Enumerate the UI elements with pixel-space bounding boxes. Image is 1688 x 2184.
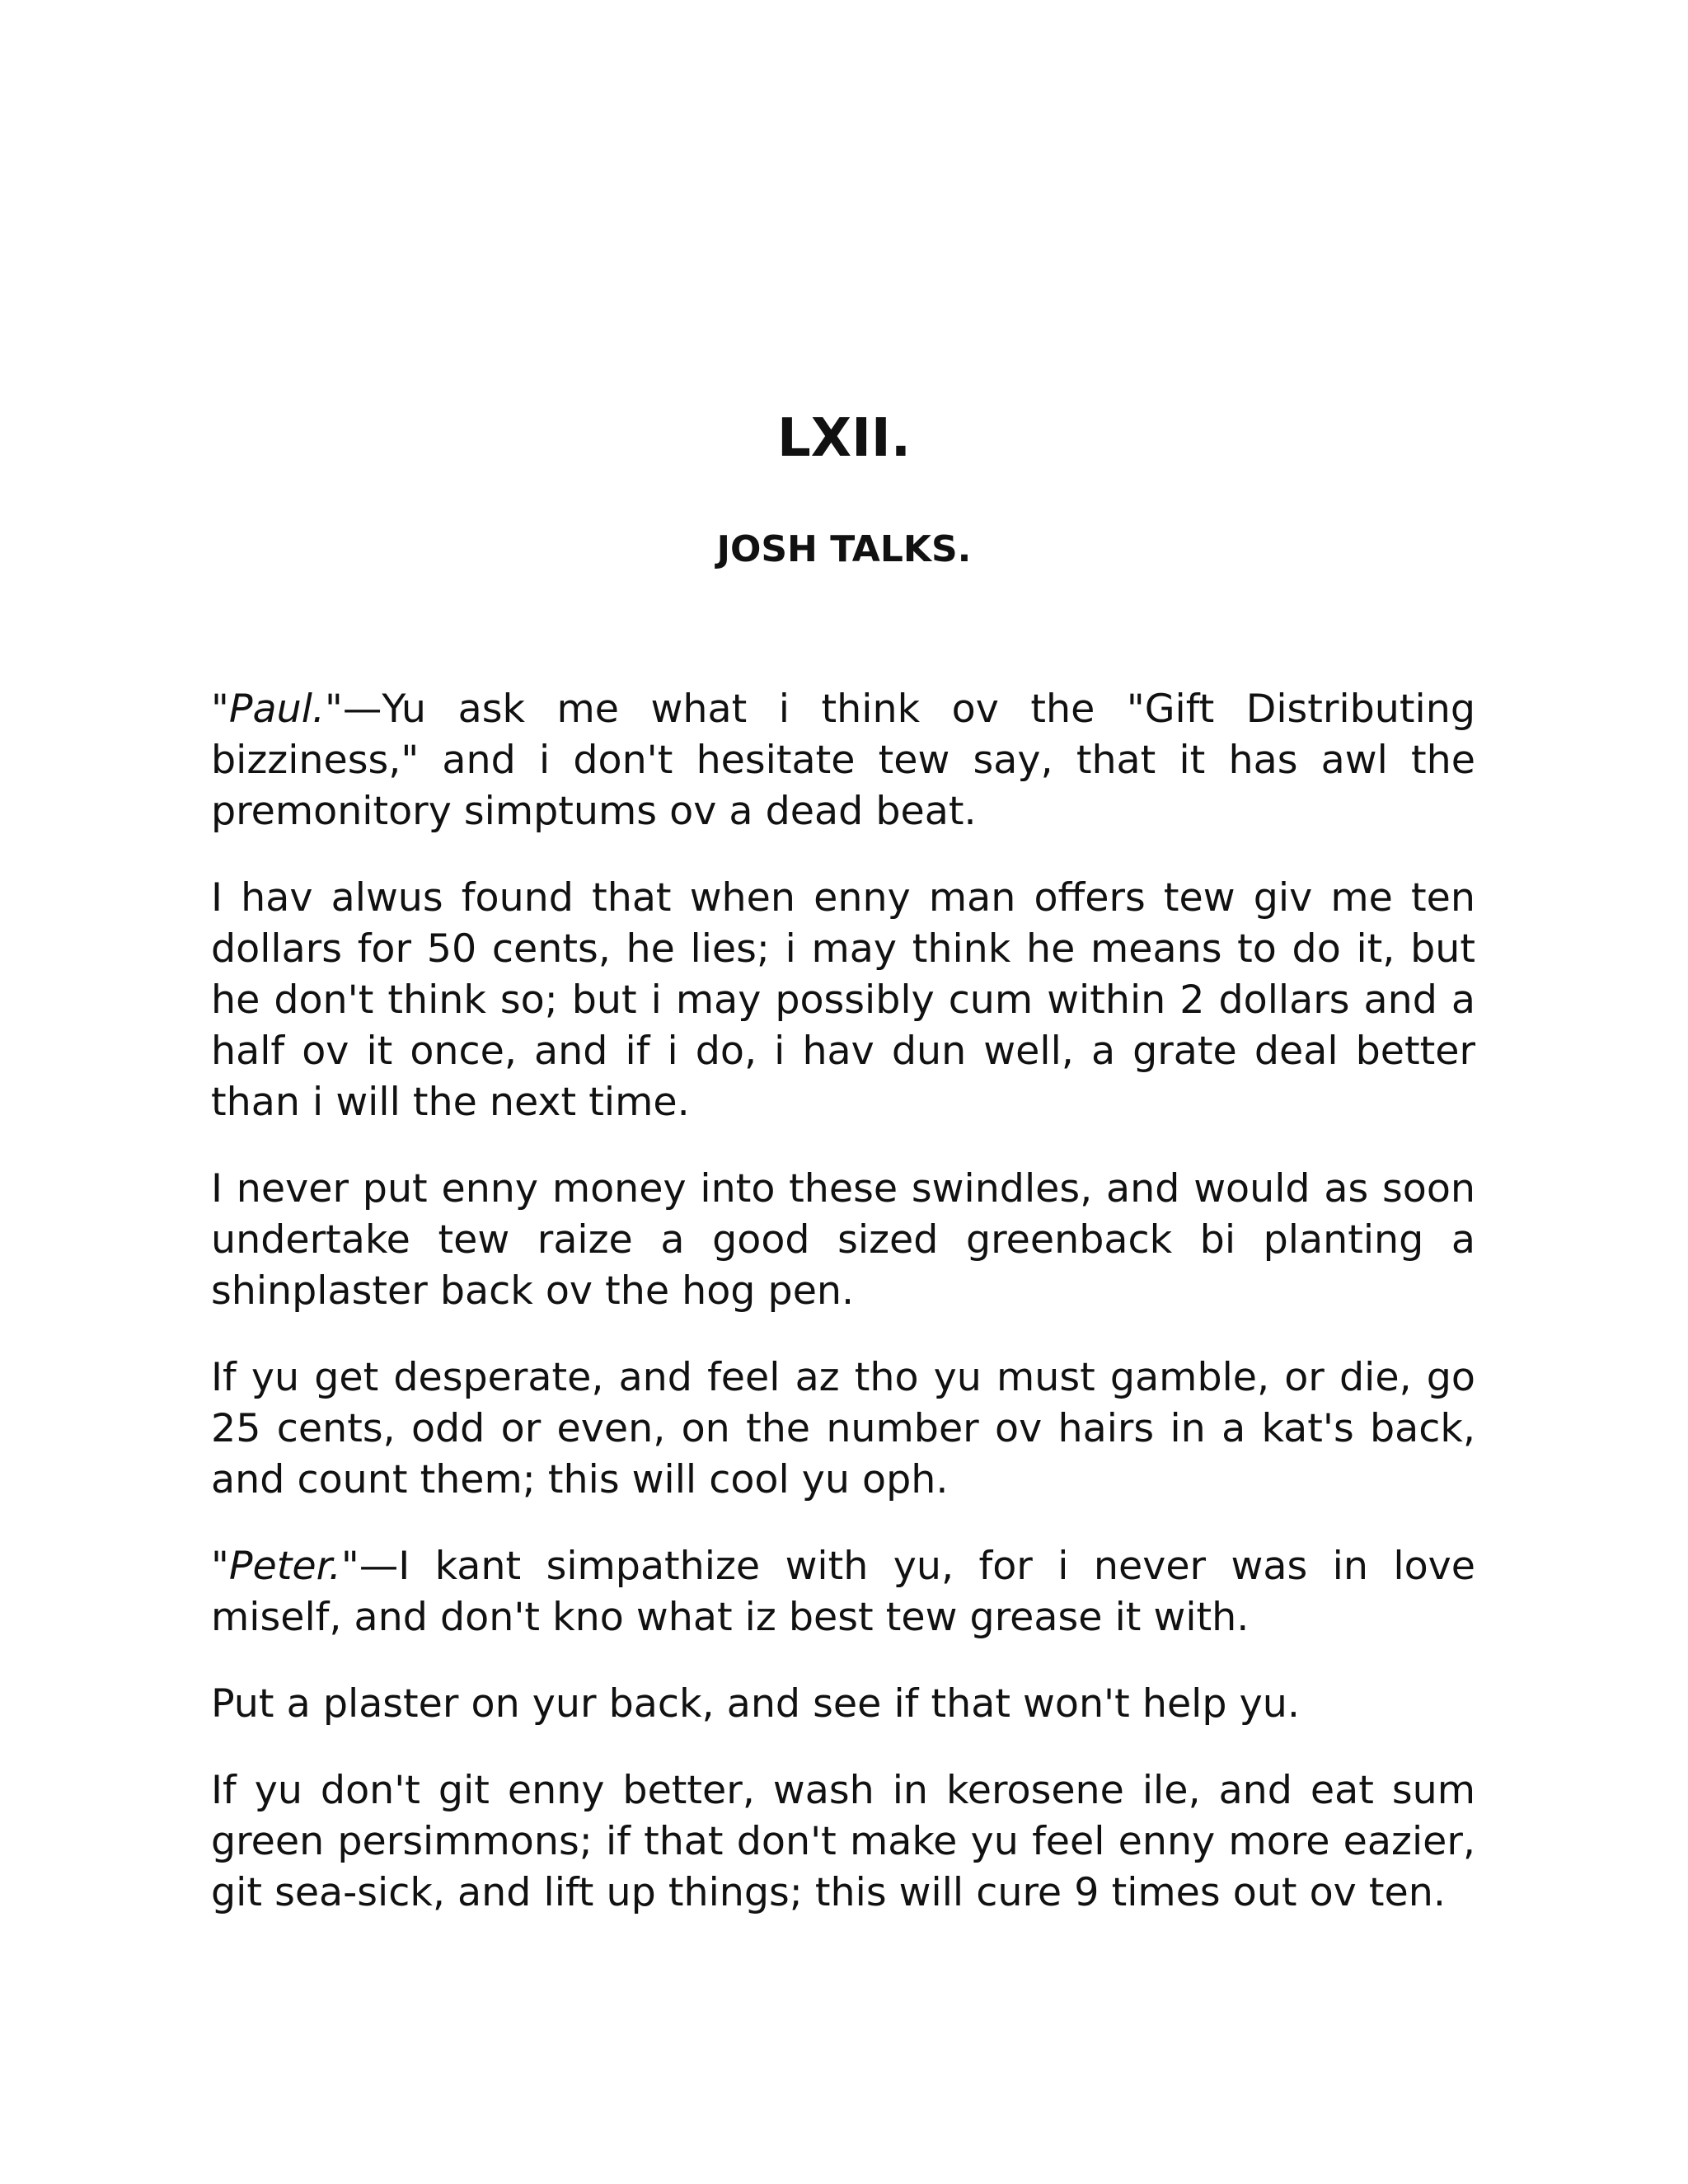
paragraph: If yu don't git enny better, wash in kerosene ile, and eat sum green persimmons; if that don't make yu feel enny more eazier, git sea-sick, and lift up things; this will cure 9 times out ov ten. bbox=[211, 1768, 1475, 1915]
paragraph-text: "—Yu ask me what i think ov the "Gift Distributing bizziness," and i don't hesitate tew say, that it has awl the premonitory simptums ov a dead beat. bbox=[211, 687, 1475, 834]
paragraph: Put a plaster on yur back, and see if that won't help yu. bbox=[211, 1681, 1300, 1727]
addressee-name: Paul. bbox=[228, 687, 326, 732]
quote-open: " bbox=[211, 687, 229, 732]
chapter-title: JOSH TALKS. bbox=[716, 528, 972, 570]
paragraph: I hav alwus found that when enny man offers tew giv me ten dollars for 50 cents, he lies; i may think he means to do it, but he don't think so; but i may possibly cum within 2 dollars and a half ov it once, and if i do, i hav dun well, a grate deal better than i will the next time. bbox=[211, 875, 1475, 1125]
chapter-number: LXII. bbox=[776, 408, 912, 469]
paragraph-paul bbox=[211, 684, 1475, 837]
paragraph: I never put enny money into these swindles, and would as soon undertake tew raize a good sized greenback bi planting a shinplaster back ov the hog pen. bbox=[211, 1166, 1475, 1314]
paragraph-text: "—I kant simpathize with yu, for i never was in love miself, and don't kno what iz best tew grease it with. bbox=[211, 1544, 1475, 1640]
chapter-body bbox=[211, 684, 1475, 1954]
paragraph-peter bbox=[211, 1541, 1475, 1643]
paragraph: If yu get desperate, and feel az tho yu must gamble, or die, go 25 cents, odd or even, on the number ov hairs in a kat's back, and count them; this will cool yu oph. bbox=[211, 1355, 1475, 1502]
quote-open: " bbox=[211, 1544, 229, 1589]
addressee-name: Peter. bbox=[228, 1544, 341, 1589]
